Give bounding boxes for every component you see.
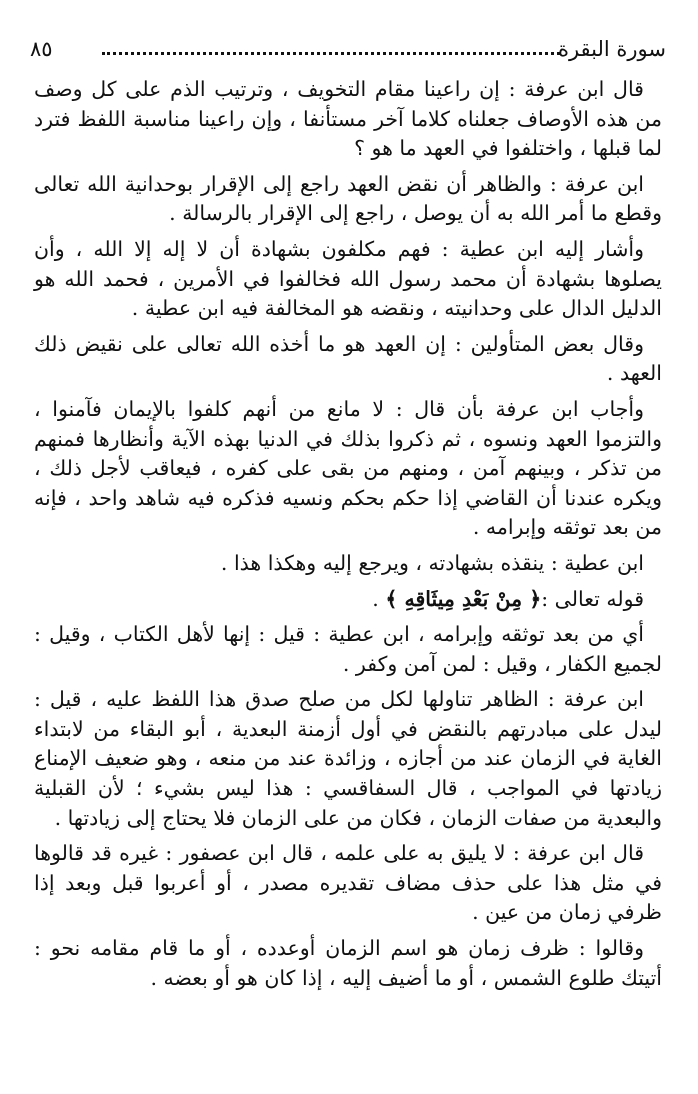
paragraph: وقالوا : ظرف زمان هو اسم الزمان أوعدده ، أو ما قام مقامه نحو : أتيتك طلوع الشمس ، أو ما أضيف إليه ، إذا كان هو أو بعضه . <box>34 936 662 990</box>
verse-end: . <box>372 586 386 611</box>
paragraph: وقال بعض المتأولين : إن العهد هو ما أخذه الله تعالى على نقيض ذلك العهد . <box>34 331 662 386</box>
surah-title: سورة البقرة <box>557 37 666 61</box>
verse-paragraph <box>34 585 662 615</box>
paragraph: وأجاب ابن عرفة بأن قال : لا مانع من أنهم كلفوا بالإيمان فآمنوا ، والتزموا العهد ونسوه ، ثم ذكروا بذلك في الدنيا بهذه الآية وأنظارها فمنهم من تذكر ، وبينهم آمن ، ومنهم من بقى على كفره ، فيعاقب لأجل ذلك ، ويكره عندنا أن القاضي إذا حكم بحكم ونسيه فذكره فيه شاهد واحد ، فإنه من بعد توثقه وإبرامه . <box>34 396 662 540</box>
page-body <box>34 75 662 999</box>
header-dotted-rule <box>102 52 560 55</box>
paragraph: وأشار إليه ابن عطية : فهم مكلفون بشهادة أن لا إله إلا الله ، وأن يصلوها بشهادة أن محمد رسول الله فخالفوا في الأمرين ، فحمد الله هو الدليل الدال على وحدانيته ، ونقضه هو المخالفة فيه ابن عطية . <box>34 236 662 321</box>
paragraph: أي من بعد توثقه وإبرامه ، ابن عطية : قيل : إنها لأهل الكتاب ، وقيل : لجميع الكفار ، وقيل : لمن آمن وكفر . <box>34 622 662 676</box>
paragraph: ابن عرفة : والظاهر أن نقض العهد راجع إلى الإقرار بوحدانية الله تعالى وقطع ما أمر الله به أن يوصل ، راجع إلى الإقرار بالرسالة . <box>34 171 662 226</box>
page-number: ٨٥ <box>30 37 53 61</box>
paragraph: ابن عطية : ينقذه بشهادته ، ويرجع إليه وهكذا هذا . <box>220 550 644 575</box>
quran-verse: ﴿ مِنْ بَعْدِ مِيثَاقِهِ ﴾ <box>385 586 542 611</box>
verse-intro: قوله تعالى : <box>541 586 644 611</box>
paragraph: ابن عرفة : الظاهر تناولها لكل من صلح صدق هذا اللفظ عليه ، قيل : ليدل على مبادرتهم بالنقض في أول أزمنة البعدية ، أبو البقاء من لابتداء الغاية في الزمان عند من أجازه ، وزائدة عند من منعه ، وهو ضعيف الإمناع زيادتها في المواجب ، قال السفاقسي : هذا ليس بشيء ؛ لأن القبلية والبعدية من صفات الزمان ، فكان من على الزمان فلا يحتاج إلى زيادتها . <box>34 687 662 830</box>
paragraph: قال ابن عرفة : لا يليق به على علمه ، قال ابن عصفور : غيره قد قالوها في مثل هذا على حذف مضاف تقديره مصدر ، أو أعربوا قبل وبعد إذا ظرفي زمان من عين . <box>34 841 662 925</box>
paragraph: قال ابن عرفة : إن راعينا مقام التخويف ، وترتيب الذم على كل وصف من هذه الأوصاف جعلناه كلاما آخر مستأنفا ، وإن راعينا مناسبة اللفظ فترد لما قبلها ، واختلفوا في العهد ما هو ؟ <box>34 77 662 161</box>
page-header <box>30 34 668 66</box>
